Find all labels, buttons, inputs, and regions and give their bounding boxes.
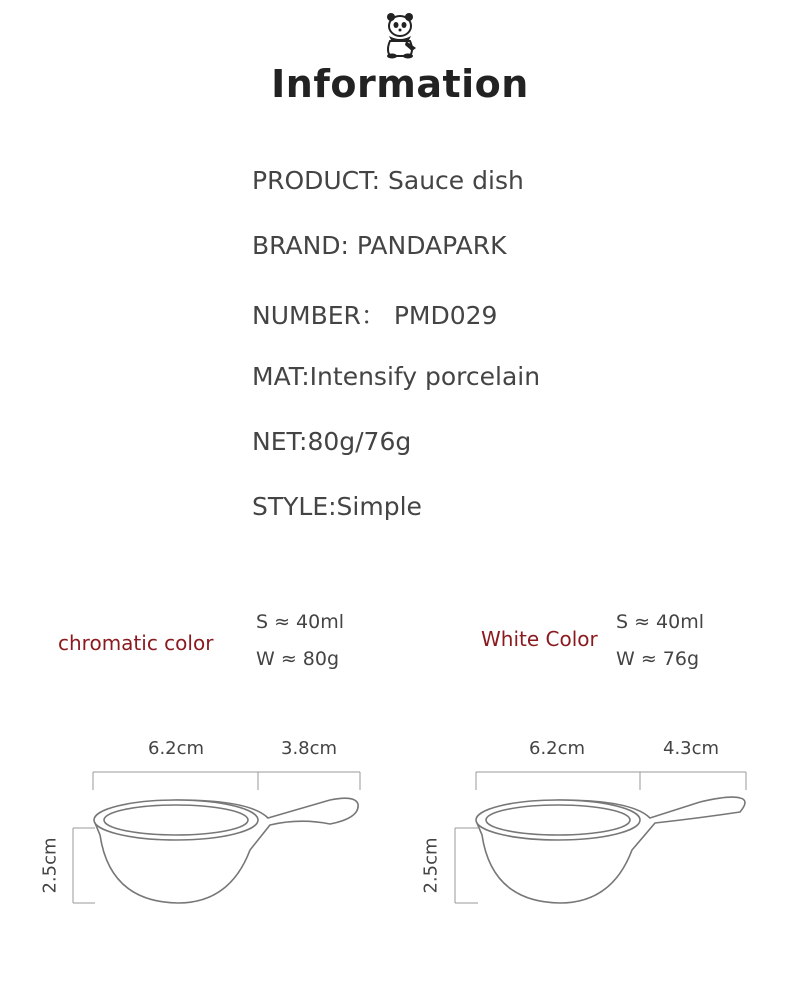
dimension-height: 2.5cm [420,837,442,894]
variant-label-chromatic: chromatic color [58,631,214,655]
page-title: Information [271,62,529,106]
spec-brand: BRAND: PANDAPARK [252,231,507,260]
dimension-bowl-width: 6.2cm [148,738,205,759]
dimension-bowl-width: 6.2cm [529,738,586,759]
variant-label-white: White Color [481,627,598,651]
dimension-handle-length: 4.3cm [663,738,720,759]
variant-weight: W ≈ 80g [256,648,340,670]
variant-weight: W ≈ 76g [616,648,700,670]
dimension-handle-length: 3.8cm [281,738,338,759]
variant-capacity: S ≈ 40ml [616,611,705,633]
spec-product: PRODUCT: Sauce dish [252,166,524,195]
spec-style: STYLE:Simple [252,492,422,521]
spec-net-weight: NET:80g/76g [252,427,412,456]
spec-number: NUMBER： PMD029 [252,301,498,330]
dimension-height: 2.5cm [39,837,61,894]
spec-material: MAT:Intensify porcelain [252,362,541,391]
variant-capacity: S ≈ 40ml [256,611,345,633]
